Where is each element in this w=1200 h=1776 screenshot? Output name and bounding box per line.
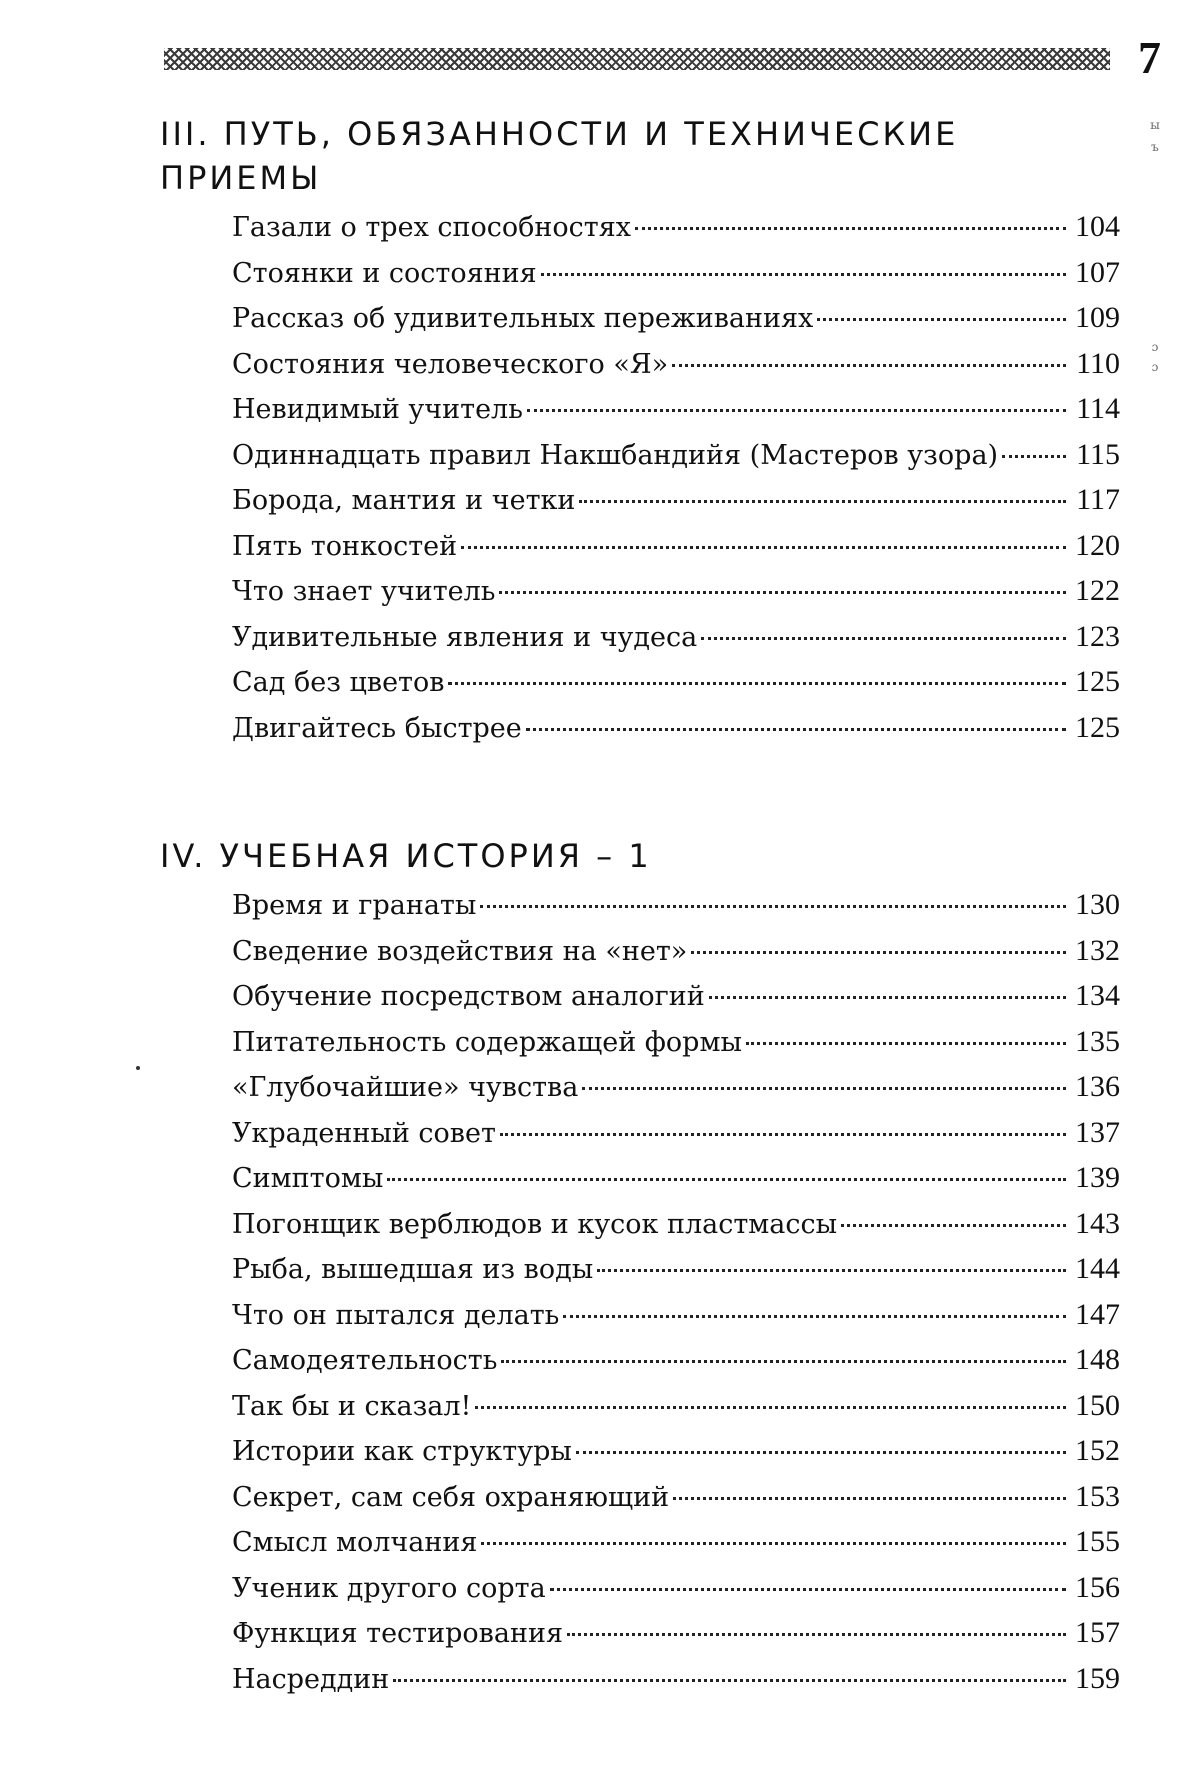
toc-entry (232, 1064, 1120, 1110)
dot-leader (481, 1542, 1066, 1545)
toc-entry-title: Пять тонкостей (232, 530, 458, 562)
toc-entry-page: 125 (1075, 710, 1120, 744)
dot-leader (691, 951, 1066, 954)
toc-entry-title: Сад без цветов (232, 667, 445, 698)
toc-entry (232, 1656, 1120, 1702)
dot-leader (499, 591, 1066, 594)
toc-entry-title: Рассказ об удивительных переживаниях (232, 303, 814, 334)
dot-leader (475, 1406, 1066, 1409)
dot-leader (597, 1269, 1066, 1272)
stray-dot (136, 1066, 140, 1070)
toc-entry (232, 523, 1120, 569)
toc-entry (232, 250, 1120, 296)
toc-entry (232, 1474, 1120, 1520)
toc-entry-title: Симптомы (232, 1163, 384, 1194)
toc-entry-title: Смысл молчания (232, 1527, 478, 1558)
toc-entry (232, 882, 1120, 928)
toc-entry-page: 107 (1075, 255, 1120, 289)
toc-entry-title: Функция тестирования (232, 1618, 563, 1649)
margin-mark: ъ (1151, 140, 1159, 154)
toc-entry (232, 1610, 1120, 1656)
toc-entry (232, 1292, 1120, 1338)
toc-entry-page: 130 (1075, 888, 1120, 921)
dot-leader (576, 1451, 1066, 1454)
toc-entry-page: 110 (1076, 346, 1120, 380)
margin-mark: ɔ (1151, 340, 1159, 354)
dot-leader (393, 1679, 1066, 1682)
toc-entry-page: 136 (1075, 1070, 1120, 1103)
toc-entry-title: Питательность содержащей формы (232, 1026, 742, 1058)
toc-entry-title: Состояния человеческого «Я» (232, 348, 669, 380)
toc-entry-page: 114 (1076, 392, 1120, 425)
toc-entry (232, 568, 1120, 614)
dot-leader (817, 318, 1066, 321)
toc-section-4 (160, 834, 1120, 1701)
dot-leader (635, 227, 1066, 230)
toc-entry-title: Так бы и сказал! (232, 1390, 472, 1422)
toc-entry (232, 705, 1120, 751)
toc-entry-title: Стоянки и состояния (232, 257, 537, 289)
toc-list (160, 204, 1120, 750)
toc-entry-title: Украденный совет (232, 1117, 496, 1149)
toc-entry-page: 147 (1075, 1297, 1120, 1331)
margin-mark: ы (1150, 118, 1160, 132)
toc-entry-page: 115 (1076, 437, 1120, 471)
toc-entry (232, 659, 1120, 705)
toc-entry (232, 1383, 1120, 1429)
toc-entry-page: 125 (1075, 665, 1120, 698)
toc-entry-page: 137 (1075, 1115, 1120, 1149)
toc-entry-page: 144 (1075, 1252, 1120, 1285)
toc-entry (232, 1428, 1120, 1474)
dot-leader (709, 996, 1066, 999)
dot-leader (582, 1087, 1066, 1090)
toc-entry-title: Что он пытался делать (232, 1299, 560, 1331)
toc-entry-page: 104 (1075, 210, 1120, 243)
toc-entry (232, 973, 1120, 1019)
toc-entry-page: 109 (1075, 301, 1120, 334)
toc-entry-page: 148 (1075, 1343, 1120, 1376)
toc-entry-page: 159 (1075, 1661, 1120, 1695)
toc-entry-title: Борода, мантия и четки (232, 485, 576, 516)
toc-entry-title: Двигайтесь быстрее (232, 712, 522, 744)
toc-entry (232, 1201, 1120, 1247)
toc-entry-title: Сведение воздействия на «нет» (232, 935, 688, 967)
toc-entry-page: 143 (1075, 1206, 1120, 1240)
toc-entry (232, 614, 1120, 660)
toc-entry-title: Что знает учитель (232, 576, 496, 607)
section-title: III. ПУТЬ, ОБЯЗАННОСТИ И ТЕХНИЧЕСКИЕ ПРИЕМЫ (160, 115, 959, 197)
toc-entry (232, 1565, 1120, 1611)
dot-leader (567, 1633, 1066, 1636)
toc-list (160, 882, 1120, 1701)
toc-entry-page: 139 (1075, 1161, 1120, 1194)
toc-entry-page: 152 (1075, 1434, 1120, 1467)
toc-entry-page: 135 (1075, 1024, 1120, 1058)
toc-entry (232, 928, 1120, 974)
dot-leader (550, 1588, 1066, 1591)
toc-entry-title: Одиннадцать правил Накшбандийя (Мастеров узора) (232, 439, 999, 471)
dot-leader (563, 1315, 1066, 1318)
toc-entry-title: «Глубочайшие» чувства (232, 1072, 579, 1103)
toc-entry-page: 157 (1075, 1616, 1120, 1649)
toc-entry-title: Газали о трех способностях (232, 212, 631, 243)
dot-leader (841, 1224, 1066, 1227)
toc-entry (232, 386, 1120, 432)
toc-entry-page: 120 (1075, 528, 1120, 562)
toc-entry-page: 150 (1075, 1388, 1120, 1422)
dot-leader (579, 500, 1066, 503)
toc-entry (232, 1110, 1120, 1156)
margin-mark: ɔ (1151, 360, 1159, 374)
toc-entry (232, 432, 1120, 478)
dot-leader (1002, 455, 1066, 458)
dot-leader (480, 905, 1066, 908)
dot-leader (672, 364, 1066, 367)
section-title: IV. УЧЕБНАЯ ИСТОРИЯ – 1 (160, 837, 652, 875)
toc-entry (232, 1246, 1120, 1292)
toc-entry-page: 155 (1075, 1525, 1120, 1558)
dot-leader (527, 409, 1066, 412)
page-number: 7 (1138, 32, 1161, 83)
toc-entry-title: Секрет, сам себя охраняющий (232, 1481, 670, 1513)
dot-leader (541, 273, 1066, 276)
dot-leader (461, 546, 1066, 549)
toc-entry-title: Ученик другого сорта (232, 1572, 546, 1604)
toc-entry-page: 153 (1075, 1479, 1120, 1513)
toc-entry-title: Самодеятельность (232, 1345, 498, 1376)
dot-leader (746, 1042, 1066, 1045)
dot-leader (448, 682, 1066, 685)
toc-entry-title: Рыба, вышедшая из воды (232, 1254, 594, 1285)
dot-leader (501, 1360, 1066, 1363)
toc-entry (232, 1019, 1120, 1065)
dot-leader (701, 637, 1066, 640)
toc-entry (232, 295, 1120, 341)
toc-entry (232, 204, 1120, 250)
toc-entry-page: 134 (1075, 979, 1120, 1012)
toc-entry-title: Обучение посредством аналогий (232, 981, 705, 1012)
toc-entry-title: Невидимый учитель (232, 394, 523, 425)
toc-entry-page: 122 (1075, 574, 1120, 607)
toc-entry (232, 341, 1120, 387)
dot-leader (387, 1178, 1066, 1181)
toc-entry-title: Погонщик верблюдов и кусок пластмассы (232, 1208, 838, 1240)
toc-entry (232, 1337, 1120, 1383)
dot-leader (500, 1133, 1066, 1136)
toc-entry-page: 156 (1075, 1570, 1120, 1604)
toc-entry-page: 132 (1075, 933, 1120, 967)
dot-leader (673, 1497, 1066, 1500)
toc-entry (232, 1519, 1120, 1565)
toc-entry (232, 477, 1120, 523)
dot-leader (526, 728, 1066, 731)
toc-entry-title: Время и гранаты (232, 890, 477, 921)
toc-entry-title: Удивительные явления и чудеса (232, 621, 698, 653)
toc-entry-page: 123 (1075, 619, 1120, 653)
header-ornament-band (164, 48, 1110, 70)
toc-entry-title: Истории как структуры (232, 1436, 572, 1467)
toc-entry-page: 117 (1076, 483, 1120, 516)
toc-section-3 (160, 112, 1120, 750)
toc-entry (232, 1155, 1120, 1201)
toc-entry-title: Насреддин (232, 1663, 390, 1695)
